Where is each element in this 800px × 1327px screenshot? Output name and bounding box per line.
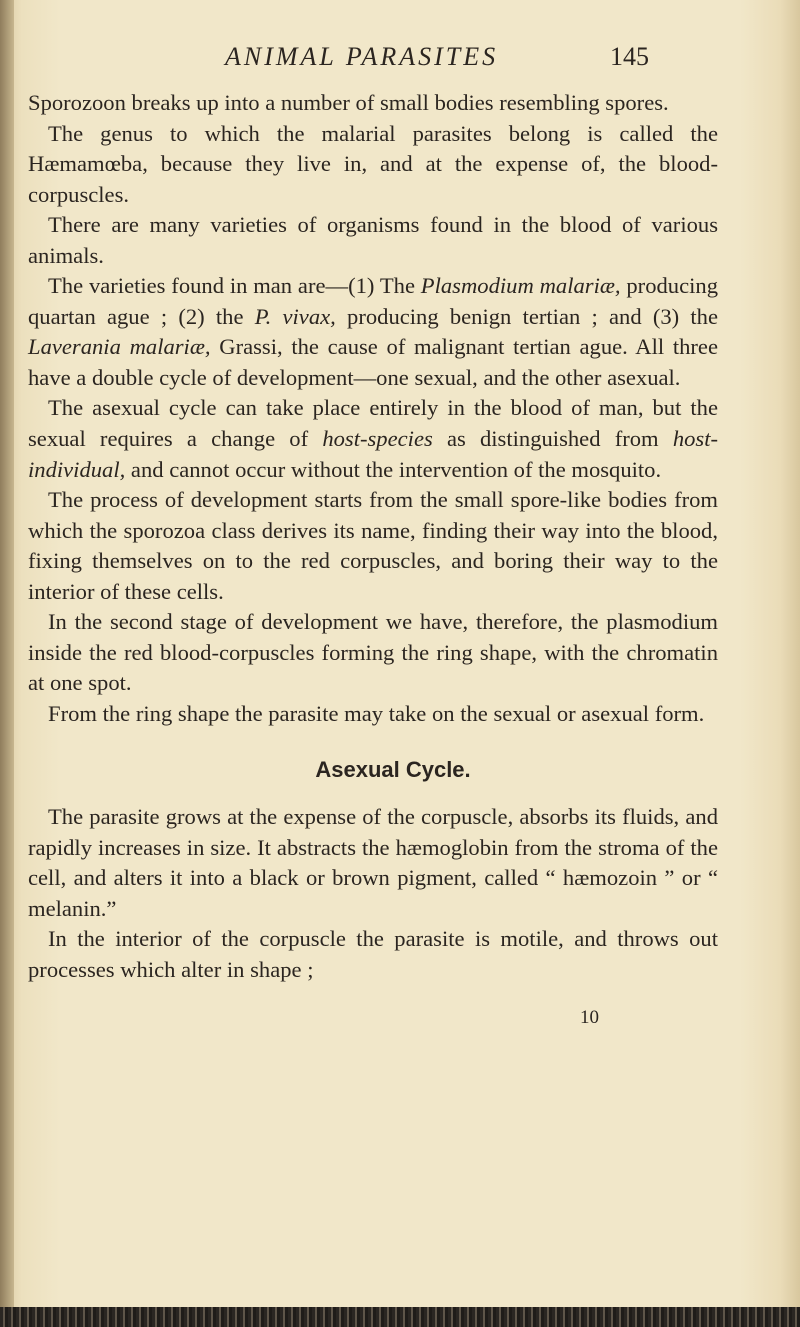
signature-mark: 10 [580,1007,599,1028]
text-run: The varieties found in man are—(1) The [48,273,421,299]
book-edge [0,1307,800,1327]
species-name: Laverania malariæ, [28,334,211,360]
paragraph-2: The genus to which the malarial parasites belong is called the Hæmamœba, because they live in, and at the expense of, the blood-corpuscles. [28,120,718,207]
page-header [0,42,800,82]
paragraph-3: There are many varieties of organisms found in the blood of various animals. [28,212,718,268]
paragraph-9: The parasite grows at the expense of the corpuscle, absorbs its fluids, and rapidly increases in size. It abstracts the hæmoglobin from the stroma of the cell, and alters it into a black or brown pigment, called “ hæmozoin ” or “ melanin.” [28,804,718,921]
italic-term: host-individual, [28,426,718,482]
species-name: Plasmodium malariæ, [420,273,621,299]
paragraph-10: In the interior of the corpuscle the parasite is motile, and throws out processes which alter in shape ; [28,926,718,982]
text-run: Grassi, the cause of malignant tertian ague. All three have a double cycle of development—one sexual, and the other asexual. [28,334,718,390]
text-run: as distinguished from [432,426,673,452]
paragraph-6: The process of development starts from the small spore-like bodies from which the sporozoa class derives its name, finding their way into the blood, fixing themselves on to the red corpuscles, and boring their way to the interior of these cells. [28,487,718,604]
section-heading: Asexual Cycle. [315,757,471,783]
text-run: producing benign tertian ; and (3) the [335,303,719,329]
page-number: 145 [610,42,649,71]
binding-gutter [0,0,14,1327]
paragraph-7: In the second stage of development we have, therefore, the plasmodium inside the red blood-corpuscles forming the ring shape, with the chromatin at one spot. [28,609,718,696]
paragraph-8: From the ring shape the parasite may take on the sexual or asexual form. [48,700,705,726]
species-name: P. vivax, [254,303,336,329]
text-run: The asexual cycle can take place entirely in the blood of man, but the sexual requires a change of [28,395,718,452]
paragraph-1: Sporozoon breaks up into a number of small bodies resembling spores. [28,90,669,115]
text-run: producing quartan ague ; (2) the [28,273,718,329]
italic-term: host-species [322,426,433,452]
text-run: and cannot occur without the intervention of the mosquito. [125,456,662,482]
body-text [28,88,718,985]
paragraph-4 [28,271,718,393]
running-title: ANIMAL PARASITES [225,42,499,71]
paragraph-5 [28,393,718,485]
